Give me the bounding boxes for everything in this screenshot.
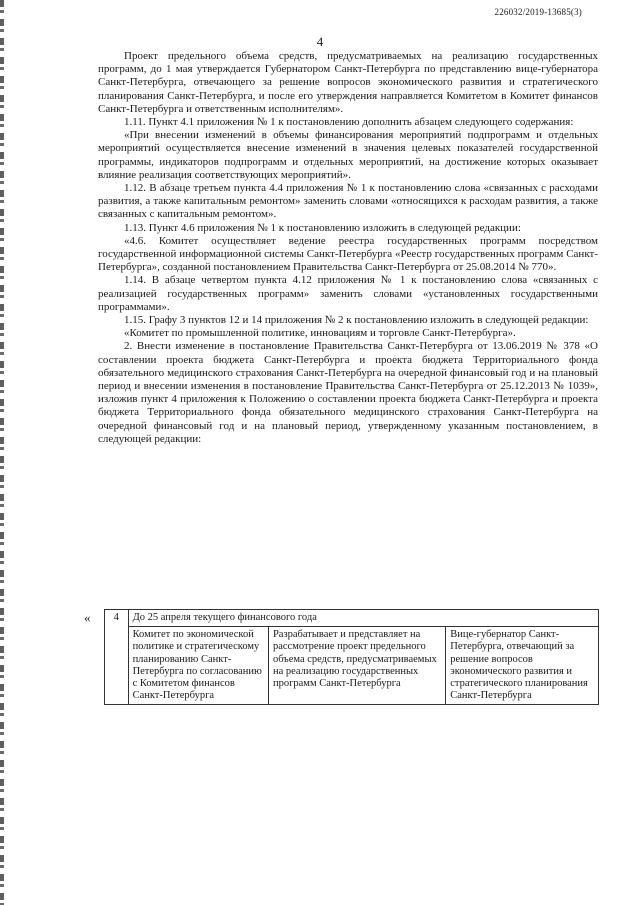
- paragraph-item-1-15: 1.15. Графу 3 пунктов 12 и 14 приложения № 2 к постановлению изложить в следующей редакции:: [124, 314, 589, 327]
- table-opening-quote: «: [84, 610, 91, 625]
- table-deadline-cell: До 25 апреля текущего финансового года: [128, 610, 598, 627]
- document-body: [98, 50, 598, 446]
- table-row: [105, 627, 599, 705]
- table-row: [105, 610, 599, 627]
- paragraph-item-1-11: 1.11. Пункт 4.1 приложения № 1 к постановлению дополнить абзацем следующего содержания:: [124, 116, 574, 129]
- scan-binding-edge: [0, 0, 4, 905]
- paragraph-budget-limit: Проект предельного объема средств, предусматриваемых на реализацию государственных программ, до 1 мая утверждается Губернатором Санкт-Петербурга по представлению вице-губернатора Санкт-Петербурга, отвечающего за решение вопросов экономического развития и стратегического планирования Санкт-Петербурга, и после его утверждения направляется Комитетом в Комитет финансов Санкт-Петербурга и ответственным исполнителям».: [98, 50, 598, 115]
- paragraph-quote-committee: «Комитет по промышленной политике, инновациям и торговле Санкт-Петербурга».: [124, 327, 516, 340]
- table-recipient-cell: Вице-губернатор Санкт-Петербурга, отвечающий за решение вопросов экономического развития и стратегического планирования Санкт-Петербурга: [446, 627, 599, 705]
- paragraph-item-1-14: 1.14. В абзаце четвертом пункта 4.12 приложения № 1 к постановлению слова «связанных с реализацией государственных программ» заменить словами «установленных государственными программами».: [98, 274, 598, 313]
- appendix-table: [104, 609, 599, 705]
- document-registration-number: 226032/2019-13685(3): [494, 7, 582, 17]
- table-action-cell: Разрабатывает и представляет на рассмотрение проект предельного объема средств, предусматриваемых на реализацию государственных программ Санкт-Петербурга: [268, 627, 445, 705]
- table-responsible-cell: Комитет по экономической политике и стратегическому планированию Санкт-Петербурга по согласованию с Комитетом финансов Санкт-Петербурга: [128, 627, 268, 705]
- paragraph-item-1-13: 1.13. Пункт 4.6 приложения № 1 к постановлению изложить в следующей редакции:: [124, 221, 521, 234]
- paragraph-item-1-12: 1.12. В абзаце третьем пункта 4.4 приложения № 1 к постановлению слова «связанных с расходами развития, а также капитальным ремонтом» заменить словами «относящихся к расходам развития, а также связанных с капитальным ремонтом».: [98, 182, 598, 221]
- paragraph-item-2: 2. Внести изменение в постановление Правительства Санкт-Петербурга от 13.06.2019 № 378 «О составлении проекта бюджета Санкт-Петербурга и проекта бюджета Территориального фонда обязательного медицинского страхования Санкт-Петербурга на очередной финансовый год и на плановый период и внесении изменения в постановление Правительства Санкт-Петербурга от 25.12.2013 № 1039», изложив пункт 4 приложения к Положению о составлении проекта бюджета Санкт-Петербурга и проекта бюджета Территориального фонда обязательного медицинского страхования Санкт-Петербурга на очередной финансовый год и на плановый период, утвержденному указанным постановлением, в следующей редакции:: [98, 340, 598, 445]
- table-row-number: 4: [105, 610, 129, 705]
- page-number: 4: [316, 34, 324, 49]
- paragraph-quote-1-11: «При внесении изменений в объемы финансирования мероприятий подпрограмм и отдельных мероприятий осуществляется внесение изменений в значения целевых показателей государственной программы, индикаторов подпрограмм и отдельных мероприятий, на достижение которых оказывает влияние реализация соответствующих мероприятий».: [98, 129, 598, 181]
- paragraph-quote-4-6: «4.6. Комитет осуществляет ведение реестра государственных программ посредством государственной информационной системы Санкт-Петербурга «Реестр государственных программ Санкт-Петербурга», созданной постановлением Правительства Санкт-Петербурга от 25.08.2014 № 770».: [98, 234, 598, 274]
